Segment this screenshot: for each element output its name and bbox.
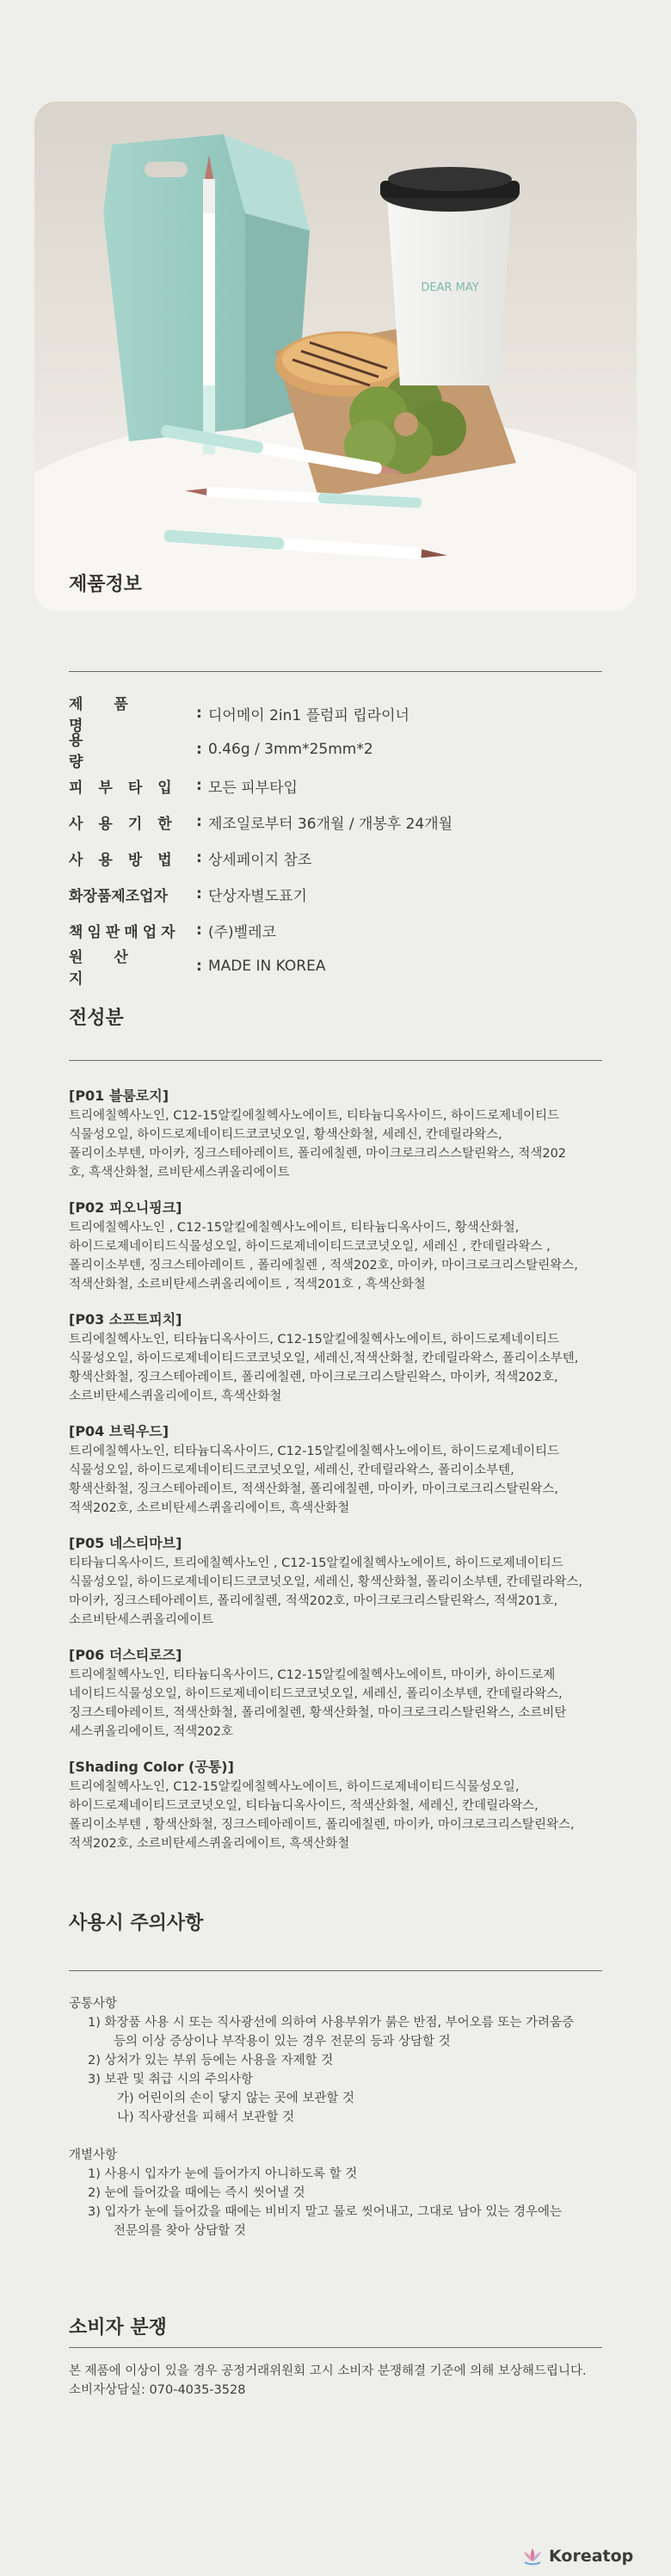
ingredient-block xyxy=(69,1645,619,1741)
caution-item: 2) 눈에 들어갔을 때에는 즉시 씻어낼 것 xyxy=(88,2186,305,2200)
ingredients-title: 전성분 xyxy=(69,1008,124,1029)
lotus-icon xyxy=(521,2547,544,2566)
ingredient-text: 티타늄디옥사이드, 트리에칠헥사노인 , C12-15알킬에칠헥사노에이트, 하이드로제네이티드 식물성오일, 하이드로제네이티드코코넛오일, 세레신, 황색산화철, 폴리이소부텐, 칸데릴라왁스, 마이카, 징크스테아레이트, 폴리에칠렌, 적색202호, 마이크로크리스탈린왁스, 적색201호, 소르비탄세스퀴올리에이트 xyxy=(69,1556,582,1627)
info-value: MADE IN KOREA xyxy=(208,958,326,975)
caution-item: 1) 사용시 입자가 눈에 들어가지 아니하도록 할 것 xyxy=(88,2167,358,2181)
info-label: 사용기한 xyxy=(69,815,188,833)
info-row-capacity xyxy=(69,731,602,771)
ingredient-text: 트리에칠헥사노인, C12-15알킬에칠헥사노에이트, 티타늄디옥사이드, 하이드로제네이티드 식물성오일, 하이드로제네이티드코코넛오일, 황색산화철, 세레신, 칸데릴라왁스, 폴리이소부텐, 마이카, 징크스테아레이트, 폴리에칠렌, 마이크로크리스스탈린왁스, 적색202 호, 흑색산화철, 르비탄세스퀴올리에이트 xyxy=(69,1109,567,1180)
individual-title: 개별사항 xyxy=(69,2148,118,2162)
info-label: 제품명 xyxy=(69,696,159,735)
caution-item: 1) 화장품 사용 시 또는 직사광선에 의하여 사용부위가 붉은 반점, 부어오름 또는 가려움증 xyxy=(88,2016,575,2030)
info-colon: : xyxy=(196,921,202,939)
product-photo xyxy=(34,102,637,611)
dispute-contact: 소비자상담실: 070-4035-3528 xyxy=(69,2383,246,2397)
info-value: 제조일로부터 36개월 / 개봉후 24개월 xyxy=(208,815,453,833)
product-info-title: 제품정보 xyxy=(69,574,143,595)
ingredient-text: 트리에칠헥사노인, 티타늄디옥사이드, C12-15알킬에칠헥사노에이트, 하이드로제네이티드 식물성오일, 하이드로제네이티드코코넛오일, 세레신,적색산화철, 칸데릴라왁스, 폴리이소부텐, 황색산화철, 징크스테아레이트, 폴리에칠렌, 마이크로크리스탈린왁스, 마이카, 적색202호, 소르비탄세스퀴올리에이트, 흑색산화철 xyxy=(69,1333,579,1403)
info-row-origin xyxy=(69,948,602,988)
caution-section xyxy=(69,1994,619,2240)
ingredient-block xyxy=(69,1310,619,1406)
ingredient-block xyxy=(69,1533,619,1630)
ingredient-shade-name: [P02 피오니핑크] xyxy=(69,1199,182,1216)
ingredient-shade-name: [Shading Color (공통)] xyxy=(69,1759,234,1775)
ingredient-shade-name: [P06 더스티로즈] xyxy=(69,1647,182,1663)
info-value: 모든 피부타입 xyxy=(208,779,298,797)
info-colon: : xyxy=(196,777,202,794)
product-info-divider xyxy=(69,671,602,672)
standing-liner xyxy=(203,155,215,454)
info-colon: : xyxy=(196,813,202,830)
ingredient-text: 트리에칠헥사노인, 티타늄디옥사이드, C12-15알킬에칠헥사노에이트, 하이드로제네이티드 식물성오일, 하이드로제네이티드코코넛오일, 세레신, 칸데릴라왁스, 폴리이소부텐, 황색산화철, 징크스테아레이트, 적색산화철, 폴리에칠렌, 마이카, 마이크로크리스탈린왁스, 적색202호, 소르비탄세스퀴올리에이트, 흑색산화철 xyxy=(69,1445,560,1515)
dispute-section xyxy=(69,2362,619,2400)
ingredient-text: 트리에칠헥사노인, 티타늄디옥사이드, C12-15알킬에칠헥사노에이트, 마이카, 하이드로제 네이티드식물성오일, 하이드로제네이티드코코넛오일, 세레신, 폴리이소부텐, 칸데릴라왁스, 징크스테아레이트, 적색산화철, 폴리에칠렌, 황색산화철, 마이크로크리스탈린왁스, 소르비탄 세스퀴올리에이트, 적색202호 xyxy=(69,1668,567,1739)
dispute-title: 소비자 분쟁 xyxy=(69,2317,167,2339)
ingredient-text: 트리에칠헥사노인, C12-15알킬에칠헥사노에이트, 하이드로제네이티드식물성오일, 하이드로제네이티드코코넛오일, 티타늄디옥사이드, 적색산화철, 세레신, 칸데릴라왁스, 폴리이소부텐 , 황색산화철, 징크스테아레이트, 폴리에칠렌, 마이카, 마이크로크리스탈린왁스, 적색202호, 소르비탄세스퀴올리에이트, 흑색산화철 xyxy=(69,1780,575,1851)
ingredient-shade-name: [P05 네스티마브] xyxy=(69,1535,182,1551)
info-row-name xyxy=(69,695,602,735)
info-label: 책임판매업자 xyxy=(69,923,180,941)
ingredient-block xyxy=(69,1086,619,1182)
info-label: 용량 xyxy=(69,732,164,771)
info-value: 상세페이지 참조 xyxy=(208,851,312,869)
info-row-skin-type xyxy=(69,767,602,804)
caution-item: 2) 상처가 있는 부위 등에는 사용을 자제할 것 xyxy=(88,2054,334,2068)
caution-divider xyxy=(69,1970,602,1971)
ingredient-shade-name: [P01 블룸로지] xyxy=(69,1088,169,1104)
coffee-cup xyxy=(380,167,520,385)
info-row-expiry xyxy=(69,804,602,840)
info-colon: : xyxy=(196,958,202,975)
info-label: 사용방법 xyxy=(69,851,188,869)
dispute-divider xyxy=(69,2347,602,2348)
ingredient-text: 트리에칠헥사노인 , C12-15알킬에칠헥사노에이트, 티타늄디옥사이드, 황색산화철, 하이드로제네이티드식물성오일, 하이드로제네이티드코코넛오일, 세레신 , 칸데릴라왁스 , 폴리이소부텐, 징크스테아레이트 , 폴리에칠렌 , 적색202호, 마이카, 마이크로크리스탈린왁스, 적색산화철, 소르비탄세스퀴올리에이트 , 적색201호 , 흑색산화철 xyxy=(69,1221,578,1291)
info-row-manufacturer xyxy=(69,876,602,912)
info-value: 단상자별도표기 xyxy=(208,887,307,905)
koreatop-logo xyxy=(521,2547,633,2566)
info-label: 피부타입 xyxy=(69,779,188,797)
ingredients-divider xyxy=(69,1060,602,1061)
product-info-table xyxy=(69,695,602,988)
ingredients-list xyxy=(69,1086,619,1869)
ingredient-block xyxy=(69,1421,619,1518)
info-value: 0.46g / 3mm*25mm*2 xyxy=(208,741,373,758)
info-row-usage xyxy=(69,840,602,876)
ingredient-block xyxy=(69,1757,619,1853)
caution-item: 3) 입자가 눈에 들어갔을 때에는 비비지 말고 물로 씻어내고, 그대로 남아 있는 경우에는 xyxy=(88,2205,563,2219)
info-colon: : xyxy=(196,741,202,758)
caution-item: 3) 보관 및 취급 시의 주의사항 xyxy=(88,2073,254,2086)
caution-title: 사용시 주의사항 xyxy=(69,1913,204,1934)
caution-item-continued: 전문의를 찾아 상담할 것 xyxy=(114,2224,246,2238)
info-value: 디어메이 2in1 플럼피 립라이너 xyxy=(208,706,409,724)
ingredient-shade-name: [P04 브릭우드] xyxy=(69,1423,169,1439)
info-colon: : xyxy=(196,705,202,722)
dispute-text: 본 제품에 이상이 있을 경우 공정거래위원회 고시 소비자 분쟁해결 기준에 의해 보상해드립니다. xyxy=(69,2364,587,2378)
common-title: 공통사항 xyxy=(69,1997,118,2011)
caution-item-continued: 등의 이상 증상이나 부작용이 있는 경우 전문의 등과 상담할 것 xyxy=(114,2035,451,2049)
caution-subitem: 나) 직사광선을 피해서 보관할 것 xyxy=(117,2111,295,2124)
caution-subitem: 가) 어린이의 손이 닿지 않는 곳에 보관할 것 xyxy=(117,2092,355,2105)
logo-text: Koreatop xyxy=(549,2547,634,2566)
info-colon: : xyxy=(196,885,202,903)
info-colon: : xyxy=(196,849,202,866)
info-label: 화장품제조업자 xyxy=(69,887,168,905)
svg-text:DEAR MAY: DEAR MAY xyxy=(421,281,479,294)
ingredient-shade-name: [P03 소프트피치] xyxy=(69,1311,182,1328)
ingredient-block xyxy=(69,1198,619,1294)
info-row-seller xyxy=(69,912,602,948)
info-value: (주)벨레코 xyxy=(208,923,276,941)
info-label: 원산지 xyxy=(69,949,159,988)
